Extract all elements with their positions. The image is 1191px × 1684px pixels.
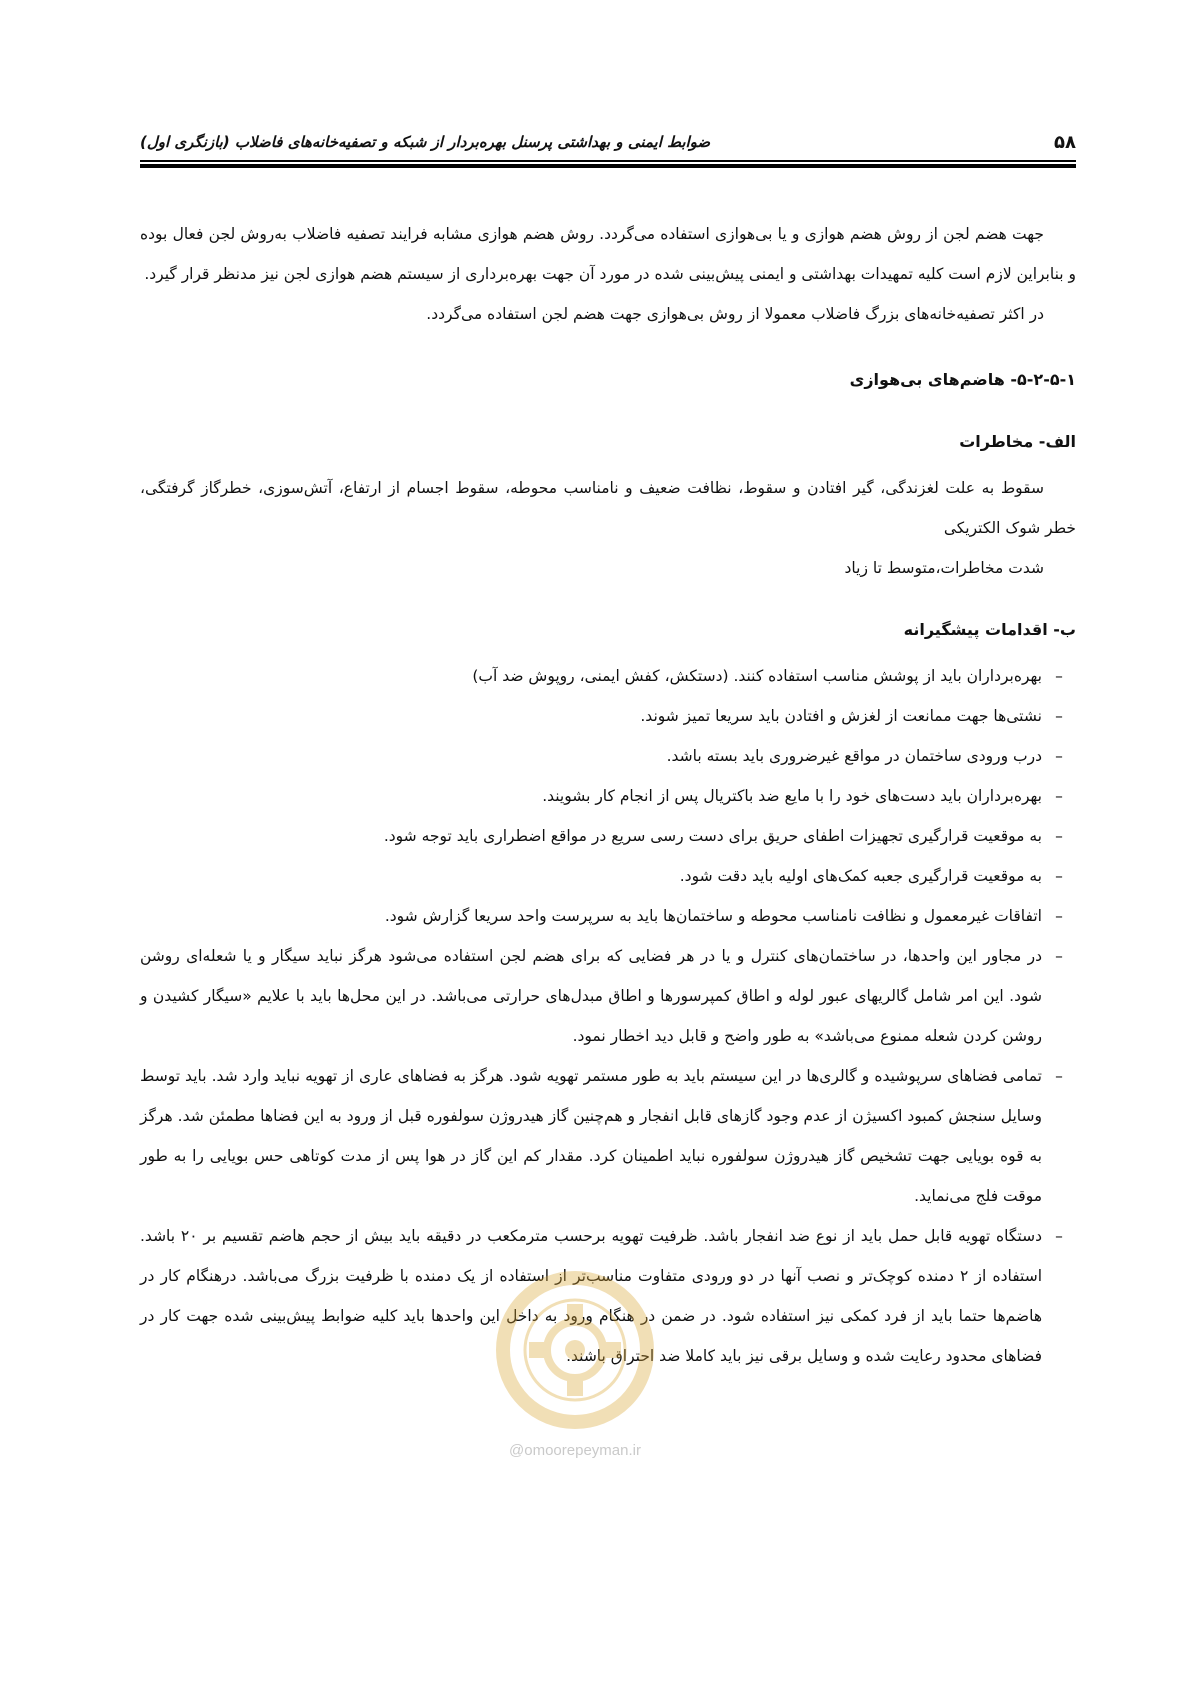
list-item [140,736,1076,776]
watermark-seal-icon [455,1264,695,1444]
bullet-dash: – [1055,667,1063,685]
list-item [140,856,1076,896]
section-heading: ۵-۲-۵-۱- هاضم‌های بی‌هوازی [849,370,1076,389]
list-item [140,896,1076,936]
list-item-text: اتفاقات غیرمعمول و نظافت نامناسب محوطه و ساختمان‌ها باید به سرپرست واحد سریعا گزارش شود. [384,907,1042,925]
watermark-text: @omoorepeyman.ir [509,1442,641,1459]
list-item-text: بهره‌برداران باید دست‌های خود را با مایع ضد باکتریال پس از انجام کار بشویند. [542,787,1042,805]
bullet-dash: – [1055,787,1063,805]
list-item-text: به موقعیت قرارگیری تجهیزات اطفای حریق برای دست رسی سریع در مواقع اضطراری باید توجه شود. [383,827,1042,845]
bullet-dash: – [1055,707,1063,725]
watermark-logo [455,1264,695,1464]
list-item-text: در مجاور این واحدها، در ساختمان‌های کنترل و یا در هر فضایی که برای هضم لجن استفاده می‌شود هرگز نباید سیگار و یا شعله‌ای روشن شود. این امر شامل گالریهای عبور لوله و اطاق کمپرسورها و اطاق مبدل‌های حرارتی می‌باشد. در این محل‌ها باید با علایم «سیگار کشیدن و روشن کردن شعله ممنوع می‌باشد» به طور واضح و قابل دید اخطار نمود. [140,947,1042,1045]
page-body [140,214,1076,1376]
list-item [140,696,1076,736]
header-rule-thick [140,164,1076,168]
bullet-dash: – [1055,947,1063,965]
hazards-severity: شدت مخاطرات،متوسط تا زیاد [844,559,1044,577]
header-rule-thin [140,160,1076,162]
list-item-text: دستگاه تهویه قابل حمل باید از نوع ضد انفجار باشد. ظرفیت تهویه برحسب مترمکعب در دقیقه باید بیش از حجم هاضم تقسیم بر ۲۰ باشد. استفاده از ۲ دمنده کوچک‌تر و نصب آنها در دو ورودی متفاوت مناسب‌تر از استفاده از یک دمنده با ظرفیت بزرگ می‌باشد. درهنگام کار در هاضم‌ها حتما باید از فرد کمکی نیز استفاده شود. در ضمن در هنگام ورود به داخل این واحدها باید کلیه ضوابط پیش‌بینی شده جهت کار در فضاهای محدود رعایت شده و وسایل برقی نیز باید کاملا ضد احتراق باشند. [140,1227,1043,1365]
hazards-paragraph: سقوط به علت لغزندگی، گیر افتادن و سقوط، نظافت ضعیف و نامناسب محوطه، سقوط اجسام از ارتفاع، آتش‌سوزی، خطرگاز گرفتگی، خطر شوک الکتریکی [140,479,1076,537]
intro-paragraph: جهت هضم لجن از روش هضم هوازی و یا بی‌هوازی استفاده می‌گردد. روش هضم هوازی مشابه فرایند تصفیه فاضلاب به‌روش لجن فعال بوده و بنابراین لازم است کلیه تمهیدات بهداشتی و ایمنی پیش‌بینی شده در مورد آن جهت بهره‌برداری از سیستم هضم هوازی لجن نیز مدنظر قرار گیرد. [140,225,1076,283]
preventive-heading: ب- اقدامات پیشگیرانه [903,620,1076,639]
page-header [140,126,1076,158]
list-item [140,656,1076,696]
list-item-text: نشتی‌ها جهت ممانعت از لغزش و افتادن باید سریعا تمیز شوند. [640,707,1042,725]
list-item [140,936,1076,1056]
bullet-dash: – [1055,1227,1063,1245]
list-item [140,816,1076,856]
list-item [140,1056,1076,1216]
list-item-text: بهره‌برداران باید از پوشش مناسب استفاده کنند. (دستکش، کفش ایمنی، روپوش ضد آب) [472,667,1042,685]
list-item-text: درب ورودی ساختمان در مواقع غیرضروری باید بسته باشد. [666,747,1042,765]
list-item-text: تمامی فضاهای سرپوشیده و گالری‌ها در این سیستم باید به طور مستمر تهویه شود. هرگز به فضاهای عاری از تهویه نباید وارد شد. باید توسط وسایل سنجش کمبود اکسیژن از عدم وجود گازهای قابل انفجار و هم‌چنین گاز هیدروژن سولفوره قبل از ورود به این فضاها مطمئن شد. هرگز به قوه بویایی جهت تشخیص گاز هیدروژن سولفوره نباید اطمینان کرد. مقدار کم این گاز در هوا پس از مدت کوتاهی حس بویایی را به طور موقت فلج می‌نماید. [140,1067,1042,1205]
bullet-dash: – [1055,827,1063,845]
hazards-heading: الف- مخاطرات [959,432,1076,451]
page-number: ۵۸ [1054,131,1076,153]
intro-paragraph: در اکثر تصفیه‌خانه‌های بزرگ فاضلاب معمولا از روش بی‌هوازی جهت هضم لجن استفاده می‌گردد. [426,305,1044,323]
header-title: ضوابط ایمنی و بهداشتی پرسنل بهره‌بردار از شبکه و تصفیه‌خانه‌های فاضلاب (بازنگری اول) [140,133,711,151]
bullet-dash: – [1055,907,1063,925]
bullet-dash: – [1055,747,1063,765]
list-item-text: به موقعیت قرارگیری جعبه کمک‌های اولیه باید دقت شود. [679,867,1042,885]
bullet-dash: – [1055,1067,1063,1085]
list-item [140,776,1076,816]
bullet-dash: – [1055,867,1063,885]
